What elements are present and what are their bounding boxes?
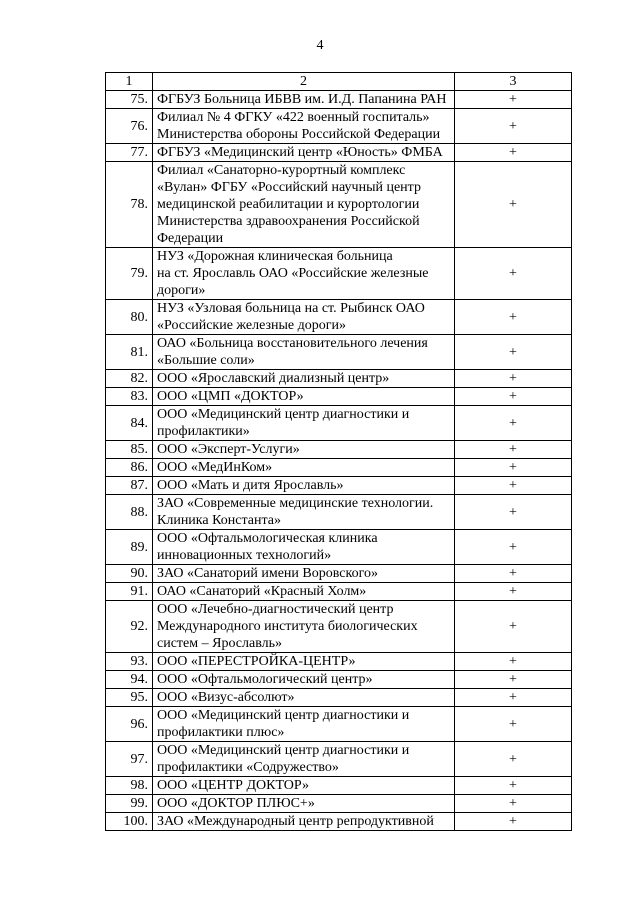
row-number: 79. bbox=[106, 248, 153, 300]
organization-name: НУЗ «Узловая больница на ст. Рыбинск ОАО «Российские железные дороги» bbox=[153, 300, 455, 335]
organization-name: ОАО «Санаторий «Красный Холм» bbox=[153, 583, 455, 601]
table-row bbox=[106, 795, 572, 813]
inclusion-mark: + bbox=[455, 689, 572, 707]
table-row bbox=[106, 162, 572, 248]
organization-name: НУЗ «Дорожная клиническая больница на ст. Ярославль ОАО «Российские железные дороги» bbox=[153, 248, 455, 300]
row-number: 96. bbox=[106, 707, 153, 742]
table-row bbox=[106, 248, 572, 300]
table-header-row bbox=[106, 73, 572, 91]
inclusion-mark: + bbox=[455, 144, 572, 162]
organization-name: ООО «МедИнКом» bbox=[153, 459, 455, 477]
row-number: 83. bbox=[106, 388, 153, 406]
table-row bbox=[106, 495, 572, 530]
table-row bbox=[106, 777, 572, 795]
table-row bbox=[106, 406, 572, 441]
inclusion-mark: + bbox=[455, 335, 572, 370]
organization-name: ООО «ЦМП «ДОКТОР» bbox=[153, 388, 455, 406]
table-row bbox=[106, 601, 572, 653]
page-number: 4 bbox=[316, 38, 324, 53]
inclusion-mark: + bbox=[455, 370, 572, 388]
organization-name: ФГБУЗ Больница ИБВВ им. И.Д. Папанина РАН bbox=[153, 91, 455, 109]
header-cell-number: 1 bbox=[106, 73, 153, 91]
inclusion-mark: + bbox=[455, 388, 572, 406]
row-number: 100. bbox=[106, 813, 153, 831]
organization-name: ООО «ДОКТОР ПЛЮС+» bbox=[153, 795, 455, 813]
row-number: 75. bbox=[106, 91, 153, 109]
organization-name: ЗАО «Санаторий имени Воровского» bbox=[153, 565, 455, 583]
row-number: 95. bbox=[106, 689, 153, 707]
table-row bbox=[106, 530, 572, 565]
inclusion-mark: + bbox=[455, 441, 572, 459]
organization-name: ООО «ПЕРЕСТРОЙКА-ЦЕНТР» bbox=[153, 653, 455, 671]
organization-name: ОАО «Больница восстановительного лечения «Большие соли» bbox=[153, 335, 455, 370]
table-row bbox=[106, 565, 572, 583]
organizations-table bbox=[105, 72, 572, 831]
organization-name: ООО «ЦЕНТР ДОКТОР» bbox=[153, 777, 455, 795]
row-number: 94. bbox=[106, 671, 153, 689]
row-number: 88. bbox=[106, 495, 153, 530]
row-number: 86. bbox=[106, 459, 153, 477]
organization-name: ООО «Офтальмологический центр» bbox=[153, 671, 455, 689]
organization-name: Филиал № 4 ФГКУ «422 военный госпиталь» Министерства обороны Российской Федерации bbox=[153, 109, 455, 144]
organization-name: ЗАО «Международный центр репродуктивной bbox=[153, 813, 455, 831]
organization-name: ООО «Визус-абсолют» bbox=[153, 689, 455, 707]
row-number: 76. bbox=[106, 109, 153, 144]
organization-name: ООО «Медицинский центр диагностики и профилактики «Содружество» bbox=[153, 742, 455, 777]
header-cell-name: 2 bbox=[153, 73, 455, 91]
organization-name: ООО «Медицинский центр диагностики и профилактики» bbox=[153, 406, 455, 441]
inclusion-mark: + bbox=[455, 248, 572, 300]
organization-name: ООО «Лечебно-диагностический центр Международного института биологических систем – Ярославль» bbox=[153, 601, 455, 653]
row-number: 82. bbox=[106, 370, 153, 388]
organization-name: ООО «Медицинский центр диагностики и профилактики плюс» bbox=[153, 707, 455, 742]
inclusion-mark: + bbox=[455, 742, 572, 777]
table-row bbox=[106, 477, 572, 495]
row-number: 78. bbox=[106, 162, 153, 248]
table-row bbox=[106, 689, 572, 707]
inclusion-mark: + bbox=[455, 459, 572, 477]
row-number: 77. bbox=[106, 144, 153, 162]
inclusion-mark: + bbox=[455, 777, 572, 795]
table-row bbox=[106, 370, 572, 388]
row-number: 99. bbox=[106, 795, 153, 813]
table-row bbox=[106, 335, 572, 370]
inclusion-mark: + bbox=[455, 162, 572, 248]
table-row bbox=[106, 707, 572, 742]
row-number: 98. bbox=[106, 777, 153, 795]
row-number: 84. bbox=[106, 406, 153, 441]
inclusion-mark: + bbox=[455, 795, 572, 813]
organization-name: Филиал «Санаторно-курортный комплекс «Вулан» ФГБУ «Российский научный центр медицинской реабилитации и курортологии Министерства здравоохранения Российской Федерации bbox=[153, 162, 455, 248]
row-number: 80. bbox=[106, 300, 153, 335]
row-number: 91. bbox=[106, 583, 153, 601]
inclusion-mark: + bbox=[455, 565, 572, 583]
organization-name: ООО «Офтальмологическая клиника инновационных технологий» bbox=[153, 530, 455, 565]
row-number: 89. bbox=[106, 530, 153, 565]
organization-name: ЗАО «Современные медицинские технологии. Клиника Константа» bbox=[153, 495, 455, 530]
row-number: 90. bbox=[106, 565, 153, 583]
organization-name: ООО «Эксперт-Услуги» bbox=[153, 441, 455, 459]
table-row bbox=[106, 653, 572, 671]
table-row bbox=[106, 300, 572, 335]
table-row bbox=[106, 109, 572, 144]
inclusion-mark: + bbox=[455, 530, 572, 565]
inclusion-mark: + bbox=[455, 601, 572, 653]
inclusion-mark: + bbox=[455, 300, 572, 335]
inclusion-mark: + bbox=[455, 707, 572, 742]
inclusion-mark: + bbox=[455, 495, 572, 530]
inclusion-mark: + bbox=[455, 813, 572, 831]
inclusion-mark: + bbox=[455, 671, 572, 689]
table-row bbox=[106, 671, 572, 689]
table-row bbox=[106, 388, 572, 406]
table-row bbox=[106, 144, 572, 162]
inclusion-mark: + bbox=[455, 91, 572, 109]
row-number: 97. bbox=[106, 742, 153, 777]
inclusion-mark: + bbox=[455, 406, 572, 441]
table-row bbox=[106, 459, 572, 477]
row-number: 81. bbox=[106, 335, 153, 370]
row-number: 92. bbox=[106, 601, 153, 653]
inclusion-mark: + bbox=[455, 653, 572, 671]
organization-name: ФГБУЗ «Медицинский центр «Юность» ФМБА bbox=[153, 144, 455, 162]
header-cell-mark: 3 bbox=[455, 73, 572, 91]
table-row bbox=[106, 742, 572, 777]
table-row bbox=[106, 441, 572, 459]
organization-name: ООО «Мать и дитя Ярославль» bbox=[153, 477, 455, 495]
row-number: 87. bbox=[106, 477, 153, 495]
inclusion-mark: + bbox=[455, 477, 572, 495]
inclusion-mark: + bbox=[455, 583, 572, 601]
table-row bbox=[106, 583, 572, 601]
organization-name: ООО «Ярославский диализный центр» bbox=[153, 370, 455, 388]
row-number: 85. bbox=[106, 441, 153, 459]
inclusion-mark: + bbox=[455, 109, 572, 144]
table-row bbox=[106, 813, 572, 831]
table-row bbox=[106, 91, 572, 109]
row-number: 93. bbox=[106, 653, 153, 671]
